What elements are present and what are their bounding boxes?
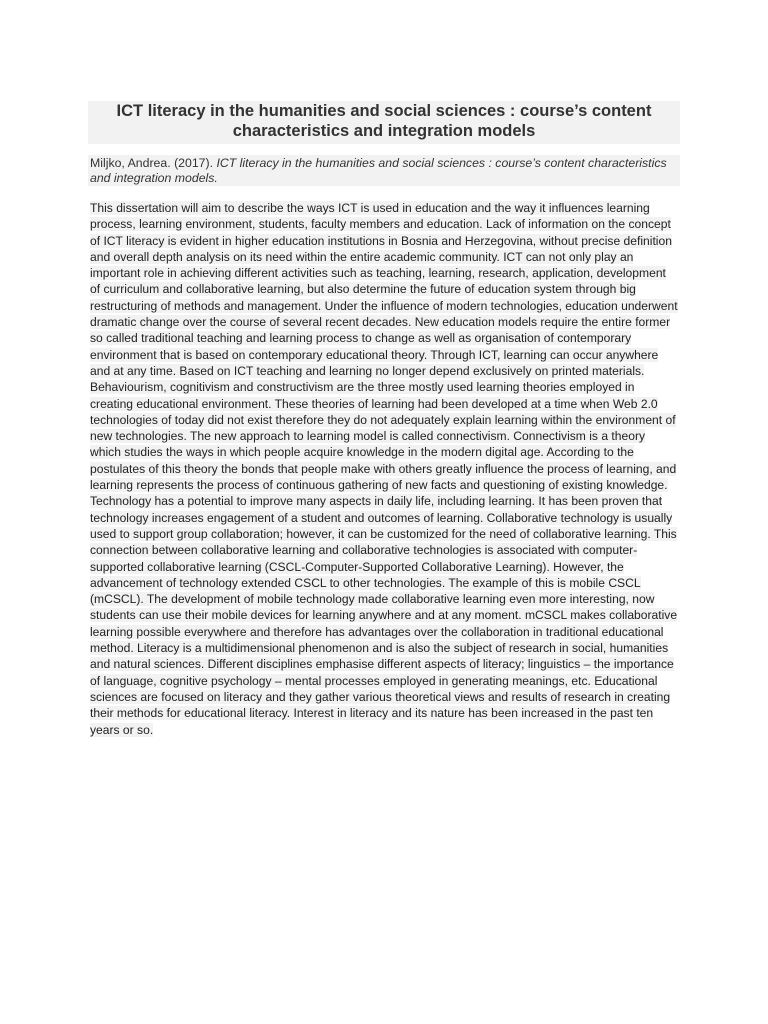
citation-block bbox=[88, 155, 680, 186]
abstract-text: This dissertation will aim to describe the ways ICT is used in education and the way it influences learning process, learning environment, students, faculty members and education. Lack of information on the concept of ICT literacy is evident in higher education institutions in Bosnia and Herzegovina, without precise definition and overall depth analysis on its need within the entire academic community. ICT can not only play an important role in achieving different activities such as teaching, learning, research, application, development of curriculum and collaborative learning, but also determine the future of education system through big restructuring of methods and management. Under the influence of modern technologies, education underwent dramatic change over the course of several recent decades. New education models require the entire former so called traditional teaching and learning process to change as well as organisation of contemporary environment that is based on contemporary educational theory. Through ICT, learning can occur anywhere and at any time. Based on ICT teaching and learning no longer depend exclusively on printed materials. Behaviourism, cognitivism and constructivism are the three mostly used learning theories employed in creating educational environment. These theories of learning had been developed at a time when Web 2.0 technologies of today did not exist therefore they do not adequately explain learning within the environment of new technologies. The new approach to learning model is called connectivism. Connectivism is a theory which studies the ways in which people acquire knowledge in the modern digital age. According to the postulates of this theory the bonds that people make with others greatly influence the process of learning, and learning represents the process of continuous gathering of new facts and questioning of existing knowledge. Technology has a potential to improve many aspects in daily life, including learning. It has been proven that technology increases engagement of a student and outcomes of learning. Collaborative technology is usually used to support group collaboration; however, it can be customized for the need of collaborative learning. This connection between collaborative learning and collaborative technologies is associated with computer-supported collaborative learning (CSCL-Computer-Supported Collaborative Learning). However, the advancement of technology extended CSCL to other technologies. The example of this is mobile CSCL (mCSCL). The development of mobile technology made collaborative learning even more interesting, now students can use their mobile devices for learning anywhere and at any moment. mCSCL makes collaborative learning possible everywhere and therefore has advantages over the collaboration in traditional educational method. Literacy is a multidimensional phenomenon and is also the subject of research in social, humanities and natural sciences. Different disciplines emphasise different aspects of literacy; linguistics – the importance of language, cognitive psychology – mental processes employed in generating meanings, etc. Educational sciences are focused on literacy and they gather various theoretical views and results of research in creating their methods for educational literacy. Interest in literacy and its nature has been increased in the past ten years or so. bbox=[90, 201, 678, 737]
abstract-paragraph bbox=[88, 200, 680, 738]
citation-author-year: Miljko, Andrea. (2017). bbox=[90, 156, 217, 170]
citation bbox=[88, 155, 680, 186]
title-block bbox=[88, 101, 680, 144]
citation-work-title: ICT literacy in the humanities and social sciences : course’s content characteristics and integration models. bbox=[90, 156, 667, 185]
document-title: ICT literacy in the humanities and social sciences : course’s content characteristics and integration models bbox=[116, 102, 652, 140]
